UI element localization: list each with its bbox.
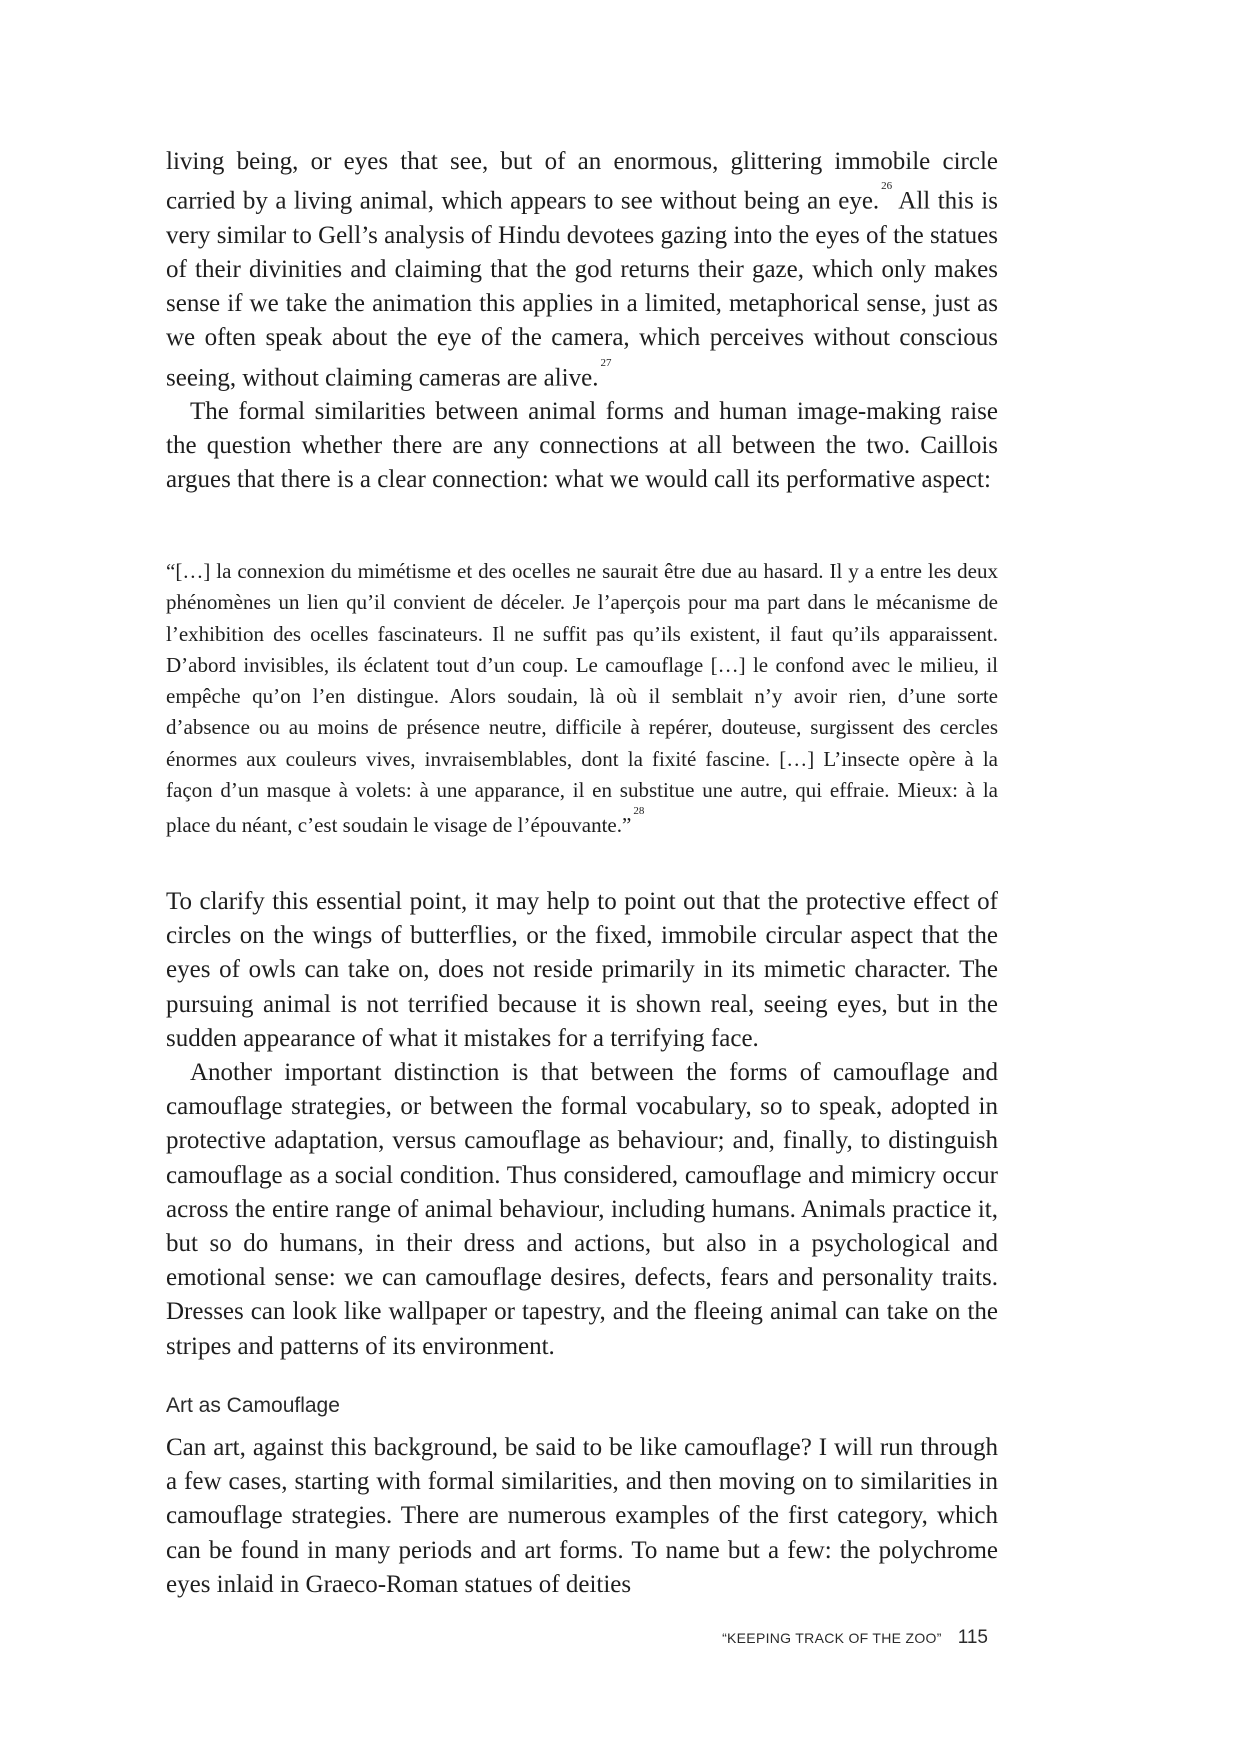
body-text-block-1 (166, 145, 998, 498)
paragraph: The formal similarities between animal forms and human image-making raise the question whether there are any connections at all between the two. Caillois argues that there is a clear connection: what we would call its performative aspect: (166, 398, 998, 494)
running-title: “KEEPING TRACK OF THE ZOO” (722, 1630, 942, 1646)
footnote-ref-27[interactable]: 27 (600, 356, 612, 369)
paragraph-text: All this is very similar to Gell’s analysis of Hindu devotees gazing into the eyes of the statues of their divinities and claiming that the god returns their gaze, which only makes sense if we take the animation this applies in a limited, metaphorical sense, just as we often speak about the eye of the camera, which perceives without conscious seeing, without claiming cameras are alive. (166, 187, 998, 391)
block-quote (166, 556, 998, 842)
paragraph-text: living being, or eyes that see, but of an enormous, glittering immobile circle carried by a living animal, which appears to see without being an eye. (166, 148, 998, 215)
footnote-ref-26[interactable]: 26 (881, 180, 893, 193)
running-footer (722, 1627, 988, 1649)
section-heading: Art as Camouflage (166, 1394, 340, 1417)
page-number: 115 (957, 1627, 988, 1648)
footnote-ref-28[interactable]: 28 (633, 805, 645, 818)
paragraph-continued (166, 145, 998, 395)
paragraph: To clarify this essential point, it may help to point out that the protective effect of circles on the wings of butterflies, or the fixed, immobile circular aspect that the eyes of owls can take on, does not reside primarily in its mimetic character. The pursuing animal is not terrified because it is shown real, seeing eyes, but in the sudden appearance of what it mistakes for a terrifying face. (166, 888, 998, 1052)
quote-text: “[…] la connexion du mimétisme et des ocelles ne saurait être due au hasard. Il y a entre les deux phénomènes un lien qu’il convient de déceler. Je l’aperçois pour ma part dans le mécanisme de l’exhibition des ocelles fascinateurs. Il ne suffit pas qu’ils existent, il faut qu’ils apparaissent. D’abord invisibles, ils éclatent tout d’un coup. Le camouflage […] le confond avec le milieu, il empêche qu’on l’en distingue. Alors soudain, là où il semblait n’y avoir rien, d’une sorte d’absence ou au moins de présence neutre, difficile à repérer, douteuse, surgissent des cercles énormes aux couleurs vives, invraisemblables, dont la fixité fascine. […] L’insecte opère à la façon d’un masque à volets: à une apparance, il en substitue une autre, qui effraie. Mieux: à la place du néant, c’est soudain le visage de l’épouvante.” (166, 559, 998, 838)
body-text-block-2 (166, 885, 998, 1364)
paragraph: Another important distinction is that between the forms of camouflage and camouflage strategies, or between the formal vocabulary, so to speak, adopted in protective adaptation, versus camouflage as behaviour; and, finally, to distinguish camouflage as a social condition. Thus considered, camouflage and mimicry occur across the entire range of animal behaviour, including humans. Animals practice it, but so do humans, in their dress and actions, but also in a psychological and emotional sense: we can camouflage desires, defects, fears and personality traits. Dresses can look like wallpaper or tapestry, and the fleeing animal can take on the stripes and patterns of its environment. (166, 1059, 998, 1360)
paragraph: Can art, against this background, be said to be like camouflage? I will run through a few cases, starting with formal similarities, and then moving on to similarities in camouflage strategies. There are numerous examples of the first category, which can be found in many periods and art forms. To name but a few: the polychrome eyes inlaid in Graeco-Roman statues of deities (166, 1434, 998, 1598)
body-text-block-3 (166, 1431, 998, 1602)
